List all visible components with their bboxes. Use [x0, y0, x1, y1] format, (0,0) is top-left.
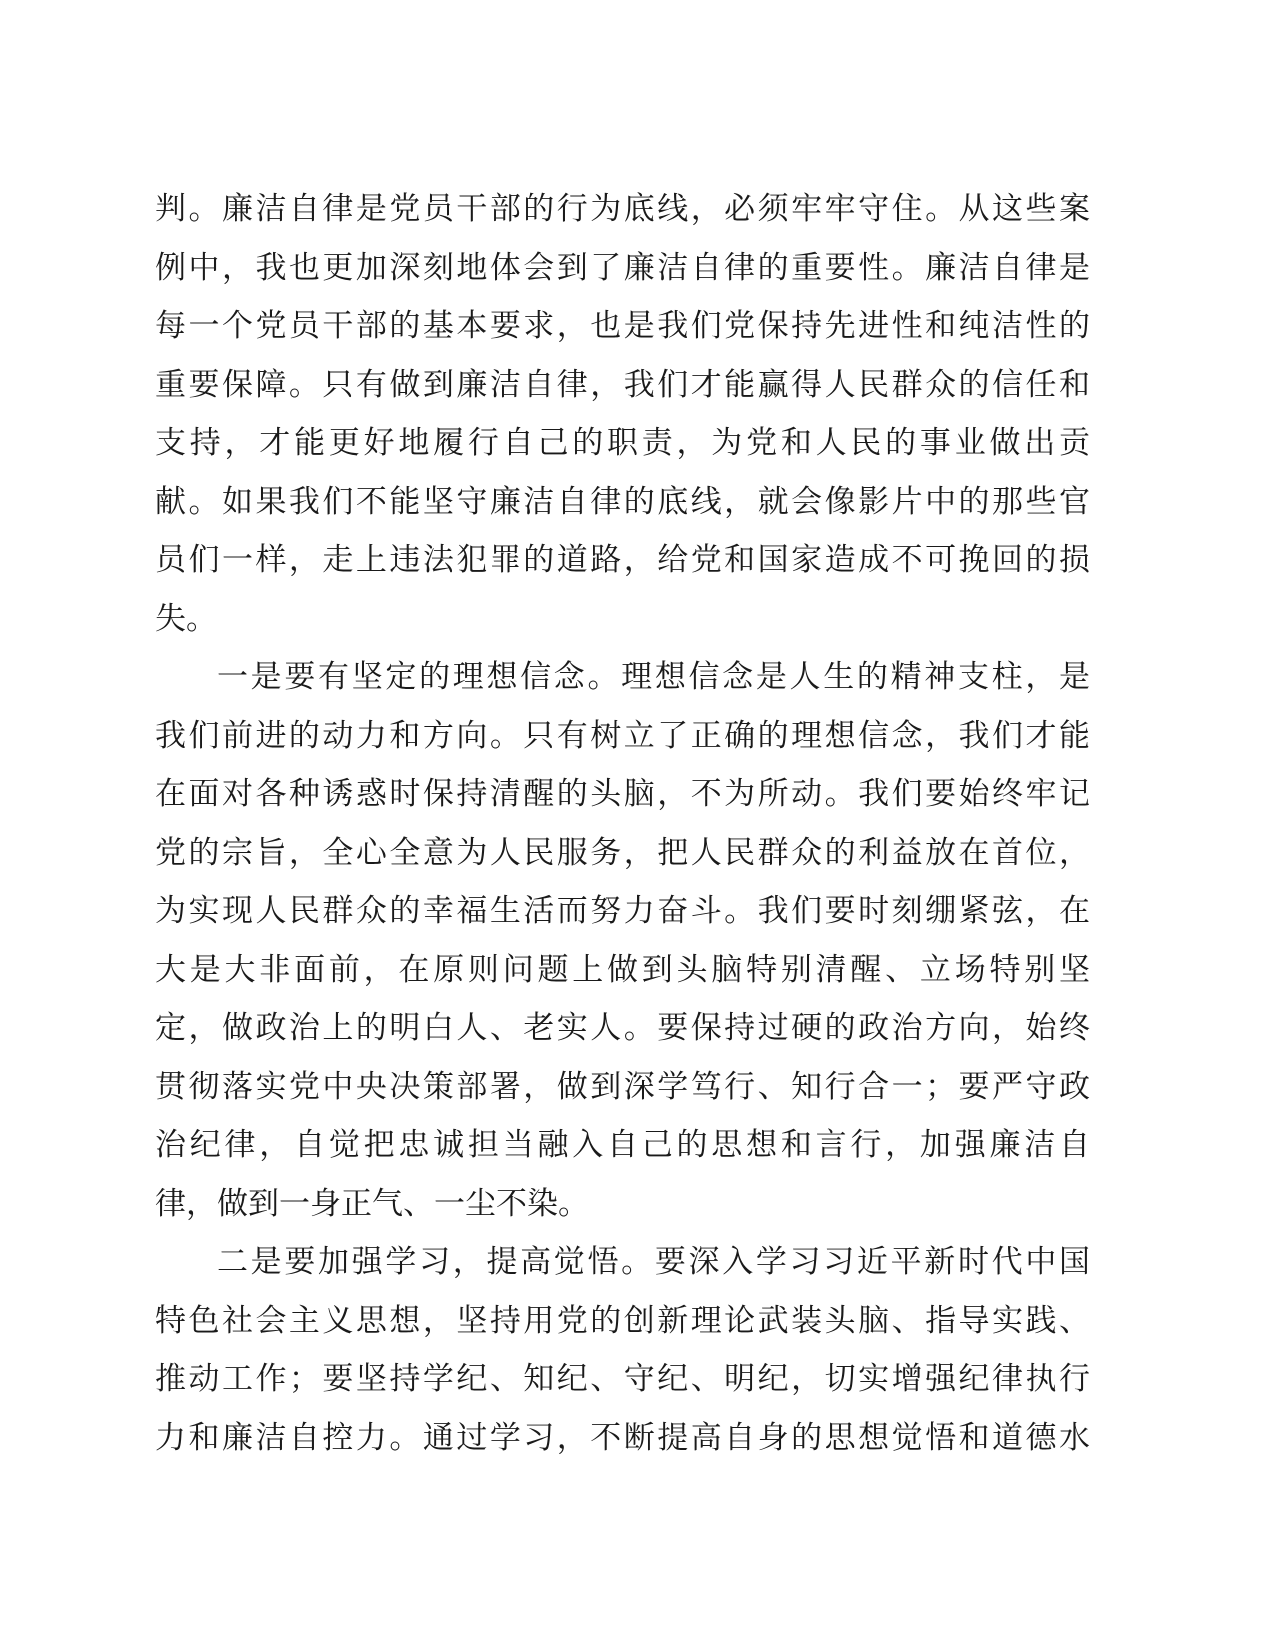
- paragraph-2-line-5: 为实现人民群众的幸福生活而努力奋斗。我们要时刻绷紧弦，在: [155, 893, 1090, 929]
- paragraph-2-line-6: 大是大非面前，在原则问题上做到头脑特别清醒、立场特别坚: [155, 951, 1090, 988]
- paragraph-1-line-8: 失。: [155, 600, 217, 637]
- paragraph-3-line-2: 特色社会主义思想，坚持用党的创新理论武装头脑、指导实践、: [155, 1302, 1090, 1339]
- paragraph-2-line-9: 治纪律，自觉把忠诚担当融入自己的思想和言行，加强廉洁自: [155, 1127, 1090, 1163]
- paragraph-2-line-3: 在面对各种诱惑时保持清醒的头脑，不为所动。我们要始终牢记: [155, 776, 1090, 812]
- paragraph-1-line-5: 支持，才能更好地履行自己的职责，为党和人民的事业做出贡: [155, 425, 1090, 461]
- paragraph-2-line-7: 定，做政治上的明白人、老实人。要保持过硬的政治方向，始终: [155, 1010, 1090, 1046]
- paragraph-2-line-8: 贯彻落实党中央决策部署，做到深学笃行、知行合一；要严守政: [155, 1068, 1090, 1105]
- paragraph-2-line-1: 一是要有坚定的理想信念。理想信念是人生的精神支柱，是: [217, 659, 1090, 695]
- paragraph-1-line-1: 判。廉洁自律是党员干部的行为底线，必须牢牢守住。从这些案: [155, 191, 1090, 227]
- paragraph-1-line-3: 每一个党员干部的基本要求，也是我们党保持先进性和纯洁性的: [155, 308, 1090, 344]
- paragraph-1-line-6: 献。如果我们不能坚守廉洁自律的底线，就会像影片中的那些官: [155, 483, 1090, 520]
- body-text: [155, 180, 1090, 1467]
- paragraph-1-line-4: 重要保障。只有做到廉洁自律，我们才能赢得人民群众的信任和: [155, 366, 1090, 403]
- paragraph-2-line-2: 我们前进的动力和方向。只有树立了正确的理想信念，我们才能: [155, 717, 1090, 754]
- paragraph-2-line-4: 党的宗旨，全心全意为人民服务，把人民群众的利益放在首位，: [155, 834, 1090, 871]
- paragraph-2-line-10: 律，做到一身正气、一尘不染。: [155, 1185, 589, 1222]
- paragraph-1-line-7: 员们一样，走上违法犯罪的道路，给党和国家造成不可挽回的损: [155, 542, 1090, 578]
- paragraph-1-line-2: 例中，我也更加深刻地体会到了廉洁自律的重要性。廉洁自律是: [155, 249, 1090, 286]
- paragraph-3-line-4: 力和廉洁自控力。通过学习，不断提高自身的思想觉悟和道德水: [155, 1419, 1090, 1456]
- paragraph-3-line-1: 二是要加强学习，提高觉悟。要深入学习习近平新时代中国: [217, 1244, 1090, 1280]
- paragraph-3-line-3: 推动工作；要坚持学纪、知纪、守纪、明纪，切实增强纪律执行: [155, 1361, 1090, 1397]
